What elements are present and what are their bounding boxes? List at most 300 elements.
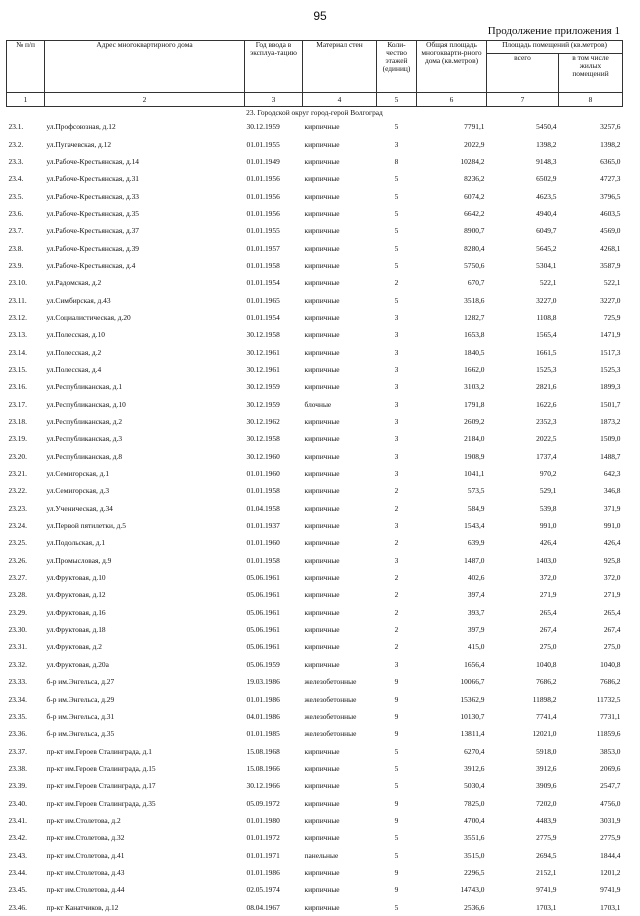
row-address: ул.Фруктовая, д.10 [46, 573, 106, 583]
row-commission-date: 05.06.1961 [246, 642, 280, 652]
row-number: 23.38. [8, 763, 27, 773]
row-wall-material: блочные [304, 399, 332, 409]
row-total-area: 1543,4 [464, 521, 485, 531]
row-wall-material: кирпичные [304, 902, 340, 912]
row-wall-material: кирпичные [304, 330, 340, 340]
row-number: 23.11. [8, 295, 27, 305]
row-premises-area: 271,9 [539, 590, 557, 600]
row-number: 23.10. [8, 278, 27, 288]
table-row [7, 760, 623, 777]
row-total-area: 8900,7 [464, 226, 485, 236]
row-premises-area: 2152,1 [536, 867, 557, 877]
row-address: ул.Рабоче-Крестьянская, д.14 [46, 156, 139, 166]
row-total-area: 3912,6 [464, 763, 485, 773]
table-row [7, 777, 623, 794]
row-number: 23.45. [8, 885, 27, 895]
table-row [7, 274, 623, 291]
table-row [7, 239, 623, 256]
row-commission-date: 01.01.1958 [246, 486, 280, 496]
row-address: пр-кт им.Столетова, д.41 [46, 850, 125, 860]
row-wall-material: кирпичные [304, 417, 340, 427]
table-header [7, 41, 623, 119]
row-wall-material: кирпичные [304, 156, 340, 166]
row-address: ул.Республиканская, д.10 [46, 399, 126, 409]
table-row [7, 812, 623, 829]
row-number: 23.17. [8, 399, 27, 409]
row-address: ул.Республиканская, д.1 [46, 382, 123, 392]
row-wall-material: кирпичные [304, 312, 340, 322]
row-commission-date: 30.12.1958 [246, 434, 280, 444]
row-wall-material: кирпичные [304, 642, 340, 652]
row-floors: 8 [394, 156, 399, 166]
row-total-area: 397,4 [467, 590, 485, 600]
table-row [7, 673, 623, 690]
row-premises-area: 991,0 [539, 521, 557, 531]
row-number: 23.33. [8, 677, 27, 687]
table-row [7, 534, 623, 551]
row-total-area: 5030,4 [464, 781, 485, 791]
row-floors: 9 [394, 677, 399, 687]
row-commission-date: 01.01.1986 [246, 694, 280, 704]
row-commission-date: 01.01.1954 [246, 278, 280, 288]
table-row [7, 500, 623, 517]
row-wall-material: кирпичные [304, 590, 340, 600]
row-commission-date: 01.01.1958 [246, 555, 280, 565]
row-total-area: 10130,7 [460, 711, 485, 721]
row-floors: 3 [394, 451, 399, 461]
row-floors: 5 [394, 781, 399, 791]
row-premises-area: 4940,4 [536, 208, 557, 218]
row-floors: 2 [394, 607, 399, 617]
row-total-area: 2609,2 [464, 417, 485, 427]
row-number: 23.41. [8, 815, 27, 825]
row-wall-material: кирпичные [304, 278, 340, 288]
row-premises-area: 5918,0 [536, 746, 557, 756]
row-number: 23.1. [8, 122, 24, 132]
row-wall-material: кирпичные [304, 625, 340, 635]
row-commission-date: 05.06.1961 [246, 590, 280, 600]
row-commission-date: 19.03.1986 [246, 677, 280, 687]
row-total-area: 1840,5 [464, 347, 485, 357]
table-row [7, 690, 623, 707]
row-living-area: 4756,0 [600, 798, 621, 808]
row-wall-material: кирпичные [304, 555, 340, 565]
row-floors: 9 [394, 815, 399, 825]
row-living-area: 275,0 [603, 642, 621, 652]
row-living-area: 9741,9 [600, 885, 621, 895]
row-living-area: 1517,3 [600, 347, 621, 357]
row-commission-date: 01.01.1957 [246, 243, 280, 253]
row-floors: 3 [394, 399, 399, 409]
row-floors: 5 [394, 208, 399, 218]
row-premises-area: 2821,6 [536, 382, 557, 392]
row-address: ул.Фруктовая, д.18 [46, 625, 106, 635]
row-address: б-р им.Энгельса, д.35 [46, 729, 115, 739]
row-floors: 3 [394, 364, 399, 374]
table-row [7, 586, 623, 603]
row-total-area: 6270,4 [464, 746, 485, 756]
row-wall-material: кирпичные [304, 451, 340, 461]
row-floors: 3 [394, 417, 399, 427]
row-premises-area: 1737,4 [536, 451, 557, 461]
row-floors: 3 [394, 521, 399, 531]
row-total-area: 2536,6 [464, 902, 485, 912]
row-premises-area: 7686,2 [536, 677, 557, 687]
row-number: 23.12. [8, 312, 27, 322]
header-premises-area: Площадь помещений (кв.метров) [487, 41, 623, 54]
row-wall-material: кирпичные [304, 573, 340, 583]
row-floors: 2 [394, 486, 399, 496]
row-premises-area: 4483,9 [536, 815, 557, 825]
row-address: б-р им.Энгельса, д.31 [46, 711, 115, 721]
row-total-area: 7825,0 [464, 798, 485, 808]
row-premises-area: 970,2 [539, 469, 557, 479]
row-premises-area: 372,0 [539, 573, 557, 583]
row-address: ул.Симбирская, д.43 [46, 295, 111, 305]
row-commission-date: 01.01.1937 [246, 521, 280, 531]
row-floors: 2 [394, 590, 399, 600]
row-premises-area: 1661,5 [536, 347, 557, 357]
row-total-area: 1908,9 [464, 451, 485, 461]
row-living-area: 265,4 [603, 607, 621, 617]
header-living: в том числе жилых помещений [559, 54, 623, 93]
row-commission-date: 30.12.1961 [246, 364, 280, 374]
row-wall-material: кирпичные [304, 815, 340, 825]
row-floors: 3 [394, 139, 399, 149]
row-premises-area: 4623,5 [536, 191, 557, 201]
row-commission-date: 05.06.1959 [246, 659, 280, 669]
row-number: 23.9. [8, 260, 24, 270]
row-floors: 3 [394, 330, 399, 340]
row-premises-area: 522,1 [539, 278, 557, 288]
row-total-area: 397,9 [467, 625, 485, 635]
row-living-area: 7686,2 [600, 677, 621, 687]
row-total-area: 3515,0 [464, 850, 485, 860]
row-total-area: 10284,2 [460, 156, 485, 166]
row-floors: 5 [394, 763, 399, 773]
column-number: 5 [377, 93, 417, 107]
row-number: 23.46. [8, 902, 27, 912]
row-total-area: 2296,5 [464, 867, 485, 877]
row-premises-area: 7741,4 [536, 711, 557, 721]
row-wall-material: кирпичные [304, 208, 340, 218]
row-premises-area: 5645,2 [536, 243, 557, 253]
row-living-area: 642,3 [603, 469, 621, 479]
row-floors: 9 [394, 729, 399, 739]
row-living-area: 267,4 [603, 625, 621, 635]
row-commission-date: 01.01.1985 [246, 729, 280, 739]
row-total-area: 14743,0 [460, 885, 485, 895]
row-floors: 5 [394, 174, 399, 184]
row-premises-area: 5450,4 [536, 122, 557, 132]
row-address: пр-кт Канатчиков, д.12 [46, 902, 119, 912]
row-premises-area: 1108,8 [536, 312, 557, 322]
row-number: 23.23. [8, 503, 27, 513]
row-address: ул.Радомская, д.2 [46, 278, 102, 288]
row-floors: 9 [394, 694, 399, 704]
row-premises-area: 426,4 [539, 538, 557, 548]
row-total-area: 1653,8 [464, 330, 485, 340]
row-total-area: 393,7 [467, 607, 485, 617]
row-address: ул.Полесская, д.10 [46, 330, 105, 340]
row-address: ул.Фруктовая, д.20а [46, 659, 109, 669]
header-address: Адрес многоквартирного дома [45, 41, 245, 93]
row-living-area: 3853,0 [600, 746, 621, 756]
table-row [7, 881, 623, 898]
row-wall-material: железобетонные [304, 677, 357, 687]
row-commission-date: 30.12.1959 [246, 122, 280, 132]
table-row [7, 430, 623, 447]
row-wall-material: кирпичные [304, 174, 340, 184]
header-year: Год ввода в эксплуа-тацию [245, 41, 303, 93]
row-wall-material: кирпичные [304, 469, 340, 479]
row-floors: 5 [394, 746, 399, 756]
section-title: 23. Городской округ город-герой Волгоград [246, 107, 383, 117]
row-number: 23.5. [8, 191, 24, 201]
row-total-area: 1041,1 [464, 469, 485, 479]
row-total-area: 6074,2 [464, 191, 485, 201]
table-row [7, 864, 623, 881]
row-number: 23.14. [8, 347, 27, 357]
row-address: ул.Республиканская, д.3 [46, 434, 123, 444]
row-premises-area: 2775,9 [536, 833, 557, 843]
row-floors: 9 [394, 885, 399, 895]
row-living-area: 1398,2 [600, 139, 621, 149]
table-row [7, 569, 623, 586]
row-wall-material: кирпичные [304, 833, 340, 843]
row-address: пр-кт им.Героев Сталинграда, д.15 [46, 763, 156, 773]
row-number: 23.40. [8, 798, 27, 808]
row-total-area: 15362,9 [460, 694, 485, 704]
row-commission-date: 01.01.1956 [246, 208, 280, 218]
row-living-area: 2775,9 [600, 833, 621, 843]
row-living-area: 426,4 [603, 538, 621, 548]
row-commission-date: 30.12.1961 [246, 347, 280, 357]
row-living-area: 1899,3 [600, 382, 621, 392]
row-commission-date: 01.01.1965 [246, 295, 280, 305]
row-commission-date: 01.04.1958 [246, 503, 280, 513]
row-address: ул.Республиканская, д.2 [46, 417, 123, 427]
table-row [7, 552, 623, 569]
row-floors: 2 [394, 538, 399, 548]
row-living-area: 6365,0 [600, 156, 621, 166]
row-premises-area: 7202,0 [536, 798, 557, 808]
row-floors: 5 [394, 122, 399, 132]
row-commission-date: 15.08.1966 [246, 763, 280, 773]
row-living-area: 1873,2 [600, 417, 621, 427]
row-floors: 5 [394, 902, 399, 912]
row-living-area: 1471,9 [600, 330, 621, 340]
row-number: 23.26. [8, 555, 27, 565]
row-number: 23.6. [8, 208, 24, 218]
row-number: 23.18. [8, 417, 27, 427]
row-wall-material: кирпичные [304, 364, 340, 374]
row-total-area: 1662,0 [464, 364, 485, 374]
row-commission-date: 30.12.1959 [246, 399, 280, 409]
row-wall-material: кирпичные [304, 191, 340, 201]
row-floors: 2 [394, 573, 399, 583]
header-all: всего [487, 54, 559, 93]
row-address: пр-кт им.Столетова, д.44 [46, 885, 125, 895]
row-address: ул.Полесская, д.2 [46, 347, 102, 357]
row-number: 23.25. [8, 538, 27, 548]
row-address: ул.Рабоче-Крестьянская, д.31 [46, 174, 139, 184]
row-living-area: 11859,6 [596, 729, 621, 739]
row-number: 23.27. [8, 573, 27, 583]
row-wall-material: кирпичные [304, 538, 340, 548]
row-living-area: 1525,3 [600, 364, 621, 374]
column-number: 2 [45, 93, 245, 107]
row-total-area: 7791,1 [464, 122, 485, 132]
table-row [7, 621, 623, 638]
row-living-area: 925,8 [603, 555, 621, 565]
row-commission-date: 30.12.1958 [246, 330, 280, 340]
row-commission-date: 01.01.1955 [246, 226, 280, 236]
row-total-area: 639,9 [467, 538, 485, 548]
table-row [7, 465, 623, 482]
row-floors: 2 [394, 642, 399, 652]
row-wall-material: кирпичные [304, 122, 340, 132]
row-premises-area: 3912,6 [536, 763, 557, 773]
table-row [7, 638, 623, 655]
row-living-area: 1509,0 [600, 434, 621, 444]
header-floors: Коли-чество этажей (единиц) [377, 41, 417, 93]
row-premises-area: 1525,3 [536, 364, 557, 374]
row-commission-date: 30.12.1962 [246, 417, 280, 427]
row-address: пр-кт им.Столетова, д.2 [46, 815, 121, 825]
row-total-area: 5750,6 [464, 260, 485, 270]
table-row [7, 378, 623, 395]
row-wall-material: железобетонные [304, 711, 357, 721]
row-floors: 2 [394, 625, 399, 635]
row-floors: 5 [394, 191, 399, 201]
table-row [7, 898, 623, 915]
row-number: 23.4. [8, 174, 24, 184]
row-total-area: 4700,4 [464, 815, 485, 825]
column-number: 3 [245, 93, 303, 107]
row-address: б-р им.Энгельса, д.29 [46, 694, 115, 704]
housing-register-table [6, 40, 623, 916]
row-living-area: 725,9 [603, 312, 621, 322]
row-living-area: 372,0 [603, 573, 621, 583]
table-row [7, 222, 623, 239]
table-row [7, 448, 623, 465]
row-living-area: 1501,7 [600, 399, 621, 409]
row-floors: 3 [394, 347, 399, 357]
row-wall-material: кирпичные [304, 798, 340, 808]
table-row [7, 604, 623, 621]
table-body [7, 118, 623, 916]
row-number: 23.21. [8, 469, 27, 479]
row-wall-material: кирпичные [304, 503, 340, 513]
row-number: 23.2. [8, 139, 24, 149]
row-commission-date: 01.01.1986 [246, 867, 280, 877]
row-wall-material: панельные [304, 850, 339, 860]
row-address: пр-кт им.Героев Сталинграда, д.17 [46, 781, 156, 791]
row-wall-material: кирпичные [304, 763, 340, 773]
row-commission-date: 15.08.1968 [246, 746, 280, 756]
row-living-area: 346,8 [603, 486, 621, 496]
row-number: 23.42. [8, 833, 27, 843]
row-wall-material: кирпичные [304, 434, 340, 444]
row-living-area: 4603,5 [600, 208, 621, 218]
row-wall-material: кирпичные [304, 295, 340, 305]
row-floors: 3 [394, 312, 399, 322]
row-address: пр-кт им.Столетова, д.32 [46, 833, 125, 843]
row-total-area: 670,7 [467, 278, 485, 288]
row-wall-material: кирпичные [304, 347, 340, 357]
row-commission-date: 01.01.1956 [246, 191, 280, 201]
row-floors: 9 [394, 711, 399, 721]
row-premises-area: 3909,6 [536, 781, 557, 791]
row-address: пр-кт им.Столетова, д.43 [46, 867, 125, 877]
row-living-area: 4569,0 [600, 226, 621, 236]
row-premises-area: 265,4 [539, 607, 557, 617]
row-commission-date: 30.12.1966 [246, 781, 280, 791]
row-number: 23.20. [8, 451, 27, 461]
table-row [7, 361, 623, 378]
row-number: 23.22. [8, 486, 27, 496]
row-commission-date: 05.06.1961 [246, 607, 280, 617]
row-commission-date: 01.01.1971 [246, 850, 280, 860]
row-living-area: 3257,6 [600, 122, 621, 132]
row-address: ул.Фруктовая, д.16 [46, 607, 106, 617]
row-living-area: 3796,5 [600, 191, 621, 201]
row-living-area: 991,0 [603, 521, 621, 531]
row-premises-area: 6049,7 [536, 226, 557, 236]
row-commission-date: 08.04.1967 [246, 902, 280, 912]
row-number: 23.24. [8, 521, 27, 531]
row-living-area: 3031,9 [600, 815, 621, 825]
table-row [7, 343, 623, 360]
row-number: 23.35. [8, 711, 27, 721]
row-total-area: 1487,0 [464, 555, 485, 565]
row-commission-date: 05.06.1961 [246, 573, 280, 583]
row-address: ул.Фруктовая, д.2 [46, 642, 102, 652]
table-row [7, 482, 623, 499]
column-number: 7 [487, 93, 559, 107]
row-number: 23.32. [8, 659, 27, 669]
row-number: 23.15. [8, 364, 27, 374]
row-number: 23.16. [8, 382, 27, 392]
row-total-area: 1282,7 [464, 312, 485, 322]
row-wall-material: кирпичные [304, 746, 340, 756]
column-number: 4 [303, 93, 377, 107]
row-premises-area: 6502,9 [536, 174, 557, 184]
row-total-area: 13811,4 [460, 729, 485, 739]
row-total-area: 8236,2 [464, 174, 485, 184]
row-floors: 3 [394, 659, 399, 669]
row-floors: 9 [394, 867, 399, 877]
row-wall-material: кирпичные [304, 139, 340, 149]
row-premises-area: 3227,0 [536, 295, 557, 305]
table-row [7, 396, 623, 413]
row-total-area: 584,9 [467, 503, 485, 513]
row-total-area: 2022,9 [464, 139, 485, 149]
row-address: ул.Промысловая, д.9 [46, 555, 112, 565]
row-floors: 5 [394, 295, 399, 305]
row-premises-area: 5304,1 [536, 260, 557, 270]
row-address: ул.Полесская, д.4 [46, 364, 102, 374]
row-commission-date: 05.06.1961 [246, 625, 280, 635]
table-row [7, 170, 623, 187]
row-address: ул.Ученическая, д.34 [46, 503, 113, 513]
row-premises-area: 9741,9 [536, 885, 557, 895]
row-address: ул.Фруктовая, д.12 [46, 590, 106, 600]
row-living-area: 371,9 [603, 503, 621, 513]
row-wall-material: кирпичные [304, 243, 340, 253]
row-address: пр-кт им.Героев Сталинграда, д.1 [46, 746, 152, 756]
